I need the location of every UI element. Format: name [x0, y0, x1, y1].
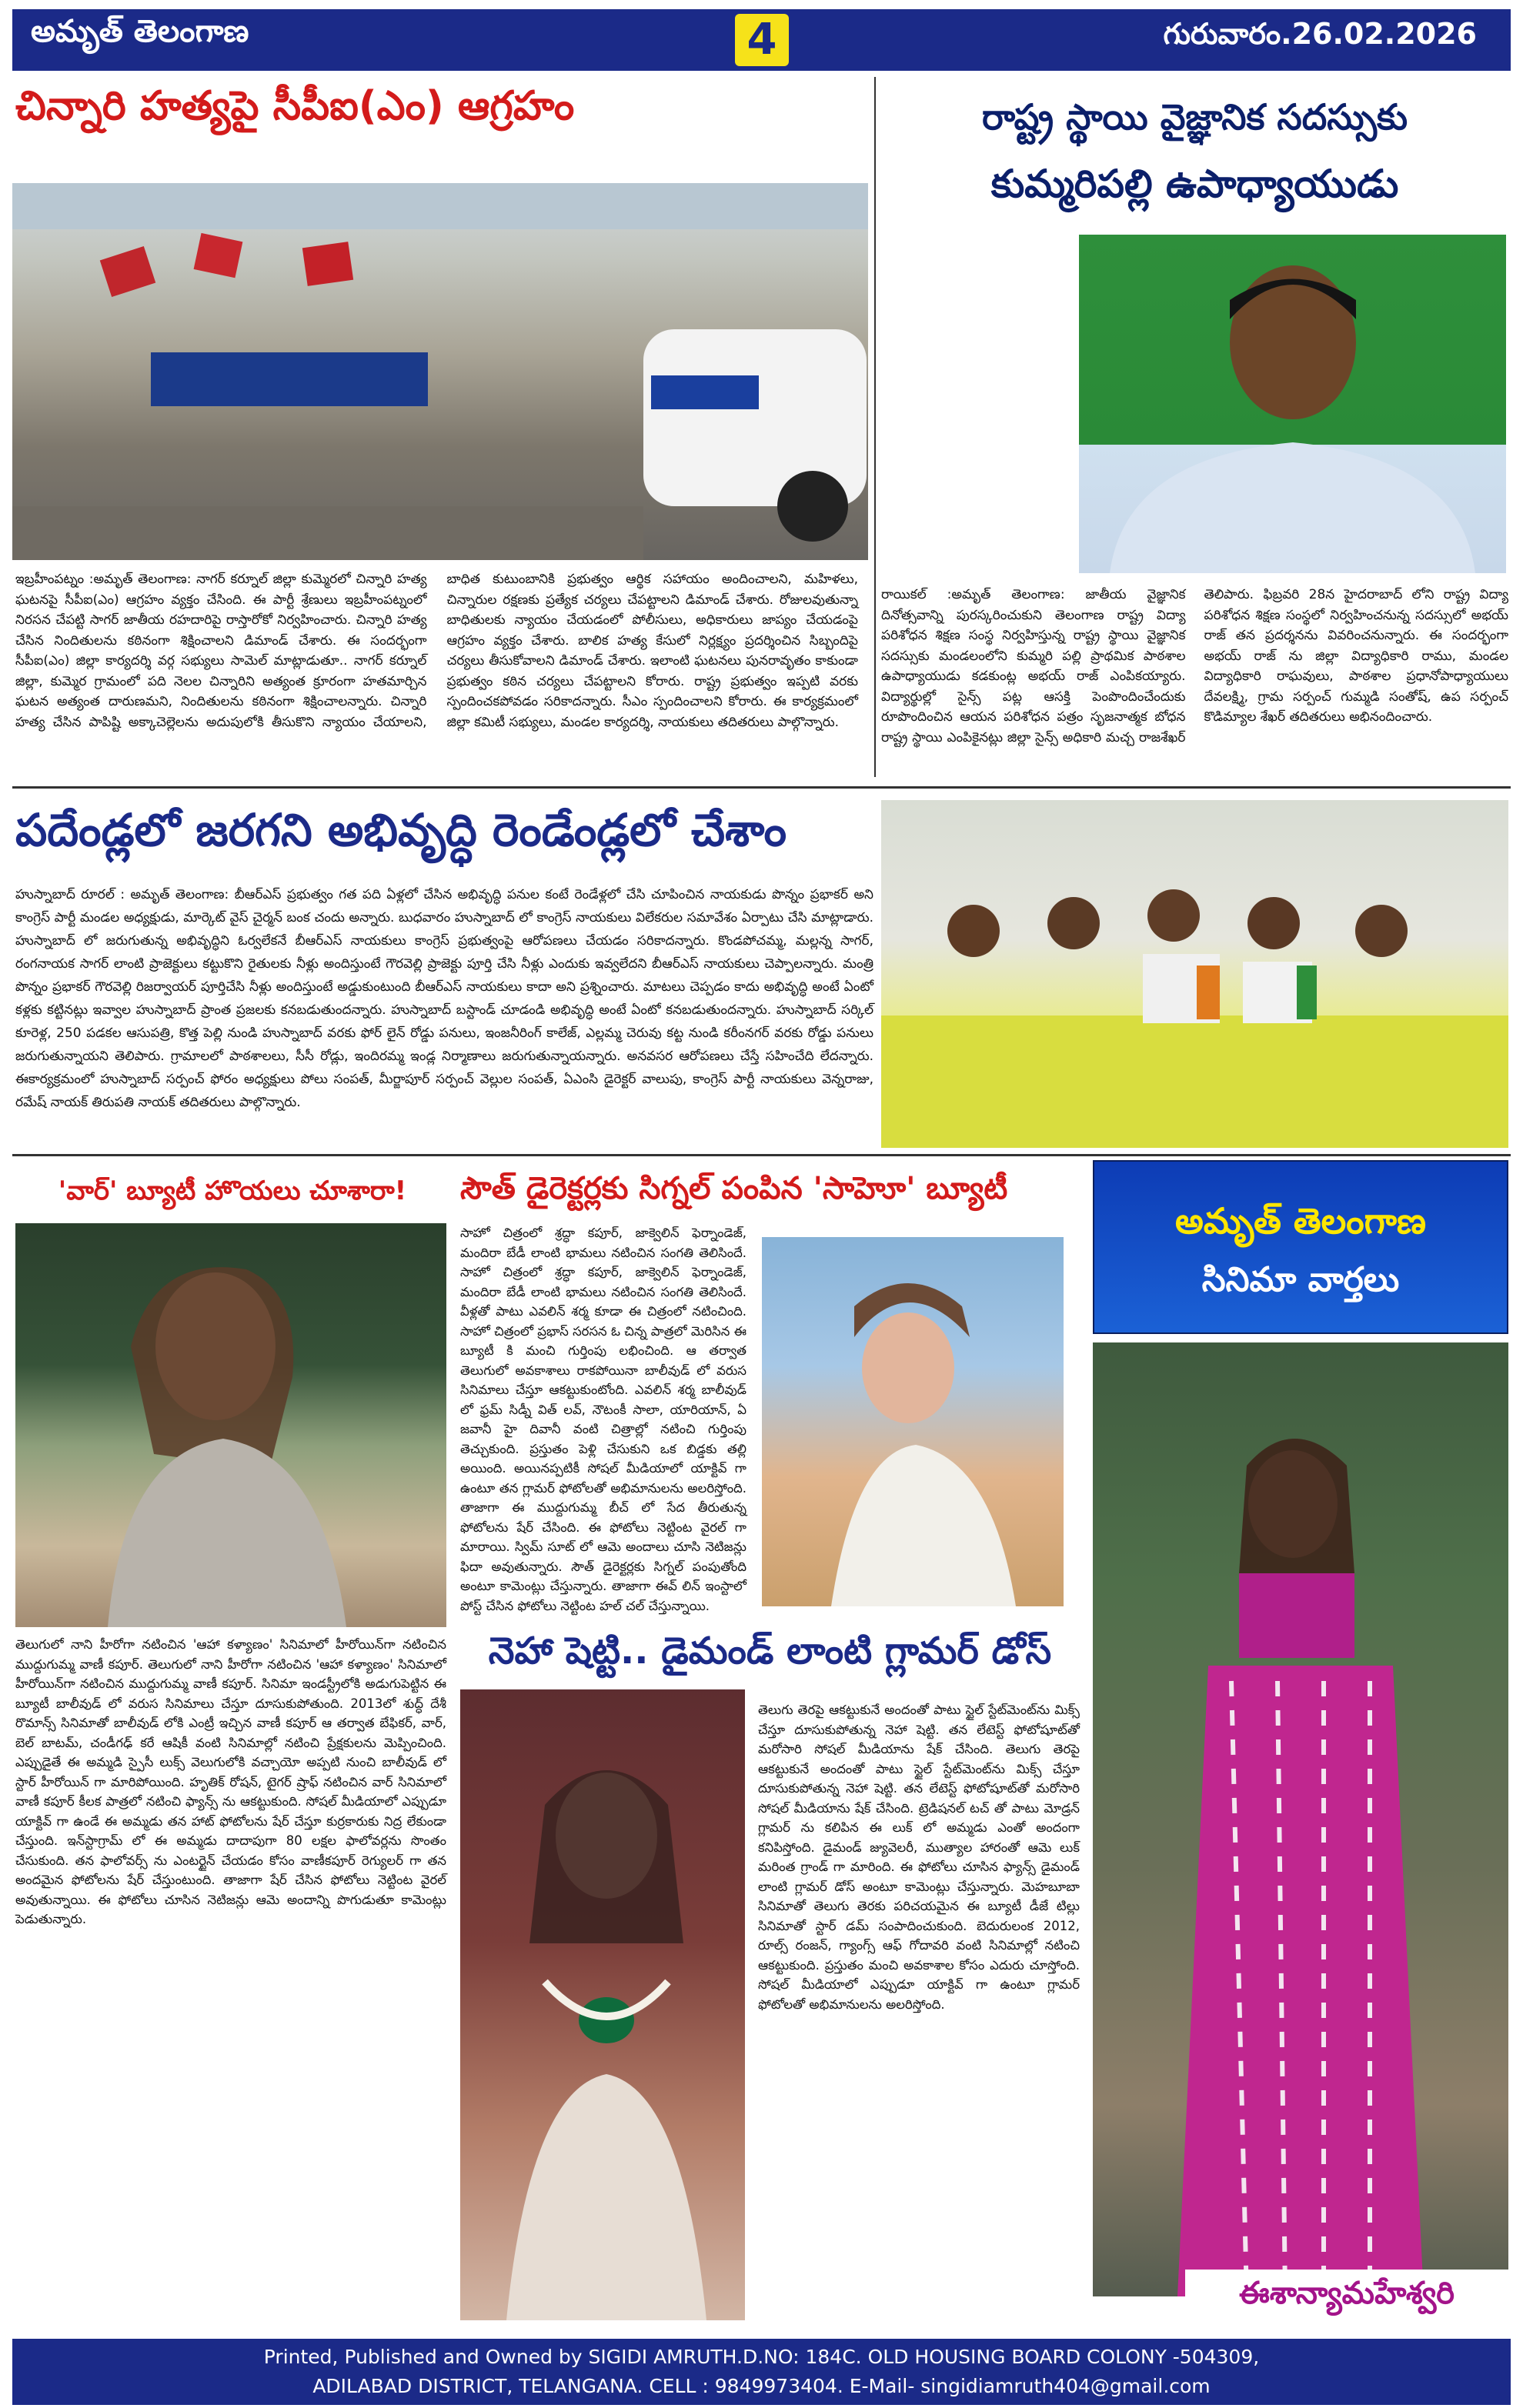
neha-headline: నెహా షెట్టి.. డైమండ్ లాంటి గ్లామర్ డోస్ — [488, 1629, 1052, 1673]
issue-date: గురువారం.26.02.2026 — [1163, 17, 1477, 51]
eesha-photo — [1093, 1342, 1508, 2296]
development-headline: పదేండ్లలో జరగని అభివృద్ధి రెండేండ్లలో చేశాం — [15, 804, 787, 856]
teacher-body: రాయికల్ :అమృత్ తెలంగాణ: జాతీయ వైజ్ఞానిక దినోత్సవాన్ని పురస్కరించుకుని తెలంగాణ రాష్ట్ర విద్యా పరిశోధన శిక్షణ సంస్థ నిర్వహిస్తున్న రాష్ట్ర స్థాయి వైజ్ఞానిక సదస్సుకు మండలంలోని కుమ్మరి పల్లి ప్రాథమిక పాఠశాల ఉపాధ్యాయుడు కడకుంట్ల అభయ్ రాజ్ ఎంపికయ్యారు. విద్యార్థుల్లో సైన్స్ పట్ల ఆసక్తి పెంపొందించేందుకు రూపొందించిన ఆయన పరిశోధన పత్రం సృజనాత్మక బోధన రాష్ట్ర స్థాయి ఎంపికైనట్లు జిల్లా సైన్స్ అధికారి మచ్చ రాజశేఖర్ తెలిపారు. ఫిబ్రవరి 28న హైదరాబాద్ లోని రాష్ట్ర విద్యా పరిశోధన శిక్షణ సంస్థలో నిర్వహించనున్న సదస్సులో అభయ్ రాజ్ తన ప్రదర్శనను వివరించనున్నారు. ఈ సందర్భంగా అభయ్ రాజ్ ను జిల్లా విద్యాధికారి రాము, మండల విద్యాధికారి రాఘవులు, పాఠశాల ప్రధానోపాధ్యాయులు దేవలక్ష్మి, గ్రామ సర్పంచ్ గుమ్మడి సంతోష్, ఉప సర్పంచ్ కొడిమ్యాల శేఖర్ తదితరులు అభినందించారు. — [881, 587, 1508, 745]
rally-photo — [12, 183, 868, 560]
cpim-body: ఇబ్రహీంపట్నం :అమృత్ తెలంగాణ: నాగర్ కర్నూల్ జిల్లా కుమ్మెరలో చిన్నారి హత్య ఘటనపై సీపీఐ(ఎం) ఆగ్రహం వ్యక్తం చేసింది. ఈ పార్టీ శ్రేణులు ఇబ్రహీంపట్నంలో నిరసన చేపట్టి సాగర్ జాతీయ రహదారిపై రాస్తారోకో నిర్వహించారు. చిన్నారి హత్య చేసిన నిందితులను కఠినంగా శిక్షించాలని డిమాండ్ చేశారు. ఈ సందర్భంగా సీపీఐ(ఎం) జిల్లా కార్యదర్శి వర్గ సభ్యులు సామెల్ మాట్లాడుతూ.. నాగర్ కర్నూల్ జిల్లా, కుమ్మెర గ్రామంలో పది నెలల చిన్నారిని అత్యంత క్రూరంగా హతమార్చిన ఘటన అత్యంత దారుణమని, నిందితులను కఠినంగా శిక్షించాలన్నారు. చిన్నారి హత్య చేసిన పాపిష్టి అక్కాచెల్లెలను అదుపులోకి తీసుకొని న్యాయం చేయాలని, బాధిత కుటుంబానికి ప్రభుత్వం ఆర్థిక సహాయం అందించాలని, మహిళలు, చిన్నారుల రక్షణకు ప్రత్యేక చర్యలు చేపట్టాలని డిమాండ్ చేశారు. రోజులవుతున్నా బాధితులకు న్యాయం చేయడంలో పోలీసులు, అధికారులు జాప్యం చేయడంపై ఆగ్రహం వ్యక్తం చేశారు. బాలిక హత్య కేసులో నిర్లక్ష్యం ప్రదర్శించిన సిబ్బందిపై చర్యలు తీసుకోవాలని డిమాండ్ చేశారు. ఇలాంటి ఘటనలు పునరావృతం కాకుండా ప్రభుత్వం కఠిన చర్యలు చేపట్టాలని కోరారు. రాష్ట్ర ప్రభుత్వం ఇప్పటి వరకు స్పందించకపోవడం సరికాదన్నారు. సీఎం స్పందించాలని కోరారు. ఈ కార్యక్రమంలో జిల్లా కమిటీ సభ్యులు, మండల కార్యదర్శి, నాయకులు తదితరులు పాల్గొన్నారు. — [15, 572, 858, 730]
press-meet-photo — [881, 800, 1508, 1148]
vaani-photo-illustration — [15, 1223, 446, 1627]
press-meet-illustration — [881, 800, 1508, 1148]
teacher-headline-line1: రాష్ట్ర స్థాయి వైజ్ఞానిక సదస్సుకు — [982, 96, 1408, 138]
photo-caption: ఈశాన్యామహేశ్వరి — [1185, 2270, 1508, 2317]
neha-body: తెలుగు తెరపై ఆకట్టుకునే అందంతో పాటు స్టైల్ స్టేట్‌మెంట్‌ను మిక్స్ చేస్తూ దూసుకుపోతున్న నెహా షెట్టి. తన లేటెస్ట్ ఫోటోషూట్‌తో మరోసారి సోషల్ మీడియాను షేక్ చేసింది. తెలుగు తెరపై ఆకట్టుకునే అందంతో పాటు స్టైల్ స్టేట్‌మెంట్‌ను మిక్స్ చేస్తూ దూసుకుపోతున్న నెహా షెట్టి. తన లేటెస్ట్ ఫోటోషూట్‌తో మరోసారి సోషల్ మీడియాను షేక్ చేసింది. ట్రెడిషనల్ టచ్ తో పాటు మోడ్రన్ గ్లామర్ ను కలిపిన ఈ లుక్ లో అమ్మడు ఎంతో అందంగా కనిపిస్తోంది. డైమండ్ జ్యువెలరీ, ముత్యాల హారంతో ఆమె లుక్ మరింత గ్రాండ్ గా మారింది. ఈ ఫోటోలు చూసిన ఫ్యాన్స్ డైమండ్ లాంటి గ్లామర్ డోస్ అంటూ కామెంట్లు చేస్తున్నారు. మెహబూబా సినిమాతో తెలుగు తెరకు పరిచయమైన ఈ బ్యూటీ డీజే టిల్లు సినిమాతో స్టార్ డమ్ సంపాదించుకుంది. బెదురులంక 2012, రూల్స్ రంజన్, గ్యాంగ్స్ ఆఫ్ గోదావరి వంటి సినిమాల్లో నటించి ఆకట్టుకుంది. ప్రస్తుతం మంచి అవకాశాల కోసం ఎదురు చూస్తోంది. సోషల్ మీడియాలో ఎప్పుడూ యాక్టివ్ గా ఉంటూ గ్లామర్ ఫోటోలతో అభిమానులను అలరిస్తోంది. — [758, 1703, 1080, 2012]
section-divider — [12, 786, 1511, 789]
banner-title: అమృత్ తెలంగాణ — [1175, 1200, 1426, 1242]
rally-photo-illustration — [12, 183, 868, 560]
teacher-portrait — [1079, 235, 1506, 573]
imprint-line-1: Printed, Published and Owned by SIGIDI AMRUTH.D.NO: 184C. OLD HOUSING BOARD COLONY -504309, — [263, 2346, 1260, 2368]
vaani-photo — [15, 1223, 446, 1627]
imprint-footer — [12, 2339, 1511, 2405]
neha-photo-illustration — [460, 1689, 745, 2320]
teacher-headline-line2: కుమ్మరిపల్లి ఉపాధ్యాయుడు — [990, 162, 1399, 206]
cpim-headline: చిన్నారి హత్యపై సీపీఐ(ఎం) ఆగ్రహం — [15, 83, 575, 129]
neha-photo — [460, 1689, 745, 2320]
saheba-body: సాహో చిత్రంలో శ్రద్ధా కపూర్, జాక్వెలిన్ ఫెర్నాండెజ్, మందిరా బేడీ లాంటి భామలు నటించిన సంగతి తెలిసిందే. సాహో చిత్రంలో శ్రద్ధా కపూర్, జాక్వెలిన్ ఫెర్నాండెజ్, మందిరా బేడీ లాంటి భామలు నటించిన సంగతి తెలిసిందే. వీళ్లతో పాటు ఎవలిన్ శర్మ కూడా ఈ చిత్రంలో నటించింది. సాహో చిత్రంలో ప్రభాస్ సరసన ఓ చిన్న పాత్రలో మెరిసిన ఈ బ్యూటీ కి మంచి గుర్తింపు లభించింది. ఆ తర్వాత తెలుగులో అవకాశాలు రాకపోయినా బాలీవుడ్ లో వరుస సినిమాలు చేస్తూ ఆకట్టుకుంటోంది. ఎవలిన్ శర్మ బాలీవుడ్ లో ఫ్రమ్ సిడ్నీ విత్ లవ్, నౌటంకీ సాలా, యారియాన్, ఏ జవానీ హై దివానీ వంటి చిత్రాల్లో నటించి గుర్తింపు తెచ్చుకుంది. ప్రస్తుతం పెళ్లి చేసుకుని ఒక బిడ్డకు తల్లి అయింది. అయినప్పటికీ సోషల్ మీడియాలో యాక్టివ్ గా ఉంటూ తన గ్లామర్ ఫోటోలతో అభిమానులను అలరిస్తోంది. తాజాగా ఈ ముద్దుగుమ్మ బీచ్ లో సేద తీరుతున్న ఫోటోలను షేర్ చేసింది. ఈ ఫోటోలు నెట్టింట వైరల్ గా మారాయి. స్విమ్ సూట్ లో ఆమె అందాలు చూసి నెటిజన్లు ఫిదా అవుతున్నారు. సౌత్ డైరెక్టర్లకు సిగ్నల్ పంపుతోంది అంటూ కామెంట్లు చేస్తున్నారు. తాజాగా ఈవ్ లిన్ ఇంస్టాలో పోస్ట్ చేసిన ఫోటోలు నెట్టింట హల్ చల్ చేస్తున్నాయి. — [460, 1226, 746, 1613]
saheba-beach-illustration — [762, 1237, 1064, 1606]
development-body: హుస్నాబాద్ రూరల్ : అమృత్ తెలంగాణ: బీఆర్ఎస్ ప్రభుత్వం గత పది ఏళ్లలో చేసిన అభివృద్ధి పనుల కంటే రెండేళ్లలో చేసి చూపించిన నాయకుడు పొన్నం ప్రభాకర్ అని కాంగ్రెస్ పార్టీ మండల అధ్యక్షుడు, మార్కెట్ వైస్ చైర్మన్ బంక చందు అన్నారు. బుధవారం హుస్నాబాద్ లో కాంగ్రెస్ నాయకులు విలేకరుల సమావేశం ఏర్పాటు చేసి మాట్లాడారు. హుస్నాబాద్ లో జరుగుతున్న అభివృద్ధిని ఓర్వలేకనే బీఆర్ఎస్ నాయకులు కాంగ్రెస్ ప్రభుత్వంపై ఆరోపణలు చేయడం సరికాదన్నారు. కొండపోచమ్మ, మల్లన్న సాగర్, రంగనాయక సాగర్ లాంటి ప్రాజెక్టులు కట్టుకొని రైతులకు నీళ్లు అందిస్తుంటే గౌరవెల్లి ప్రాజెక్టు పూర్తి చేసి నీళ్లు ఎందుకు ఇవ్వలేదని బీఆర్ఎస్ నాయకులు చెప్పాలన్నారు. మంత్రి పొన్నం ప్రభాకర్ గౌరవెల్లి రిజర్వాయర్ పూర్తిచేసి నీళ్లు అందిస్తుంటే అడ్డుకుంటుంది బీఆర్ఎస్ నాయకులు కాదా అని ప్రశ్నించారు. మాటలు చెప్పడం కాదు అభివృద్ధి అంటే ఏంటో కళ్లకు కట్టినట్లు ఇవ్వాల హుస్నాబాద్ ప్రాంత ప్రజలకు కనబడుతుందన్నారు. హుస్నాబాద్ బస్టాండ్ చూడండి అభివృద్ధి అంటే ఏంటో కనబడుతుందన్నారు. హుస్నాబాద్ సర్కిల్ కూరెళ్ల, 250 పడకల ఆసుపత్రి, కొత్త పెల్లి నుండి హుస్నాబాద్ వరకు ఫోర్ లైన్ రోడ్డు పనులు, ఇంజనీరింగ్ కాలేజ్, ఎల్లమ్మ చెరువు కట్ట నుండి కరీంనగర్ వరకు రోడ్డు పనులు జరుగుతున్నాయని తెలిపారు. గ్రామాలలో పాఠశాలలు, సీసీ రోడ్లు, ఇందిరమ్మ ఇండ్ల నిర్మాణాలు జరుగుతున్నాయన్నారు. అనవసర ఆరోపణలు చేస్తే సహించేది లేదన్నారు. ఈకార్యక్రమంలో హుస్నాబాద్ సర్పంచ్ ఫోరం అధ్యక్షులు పోలు సంపత్, మీర్జాపూర్ సర్పంచ్ వెల్లుల సంపత్, ఏఎంసి డైరెక్టర్ వాలుపు, కాంగ్రెస్ పార్టీ నాయకులు వెన్నరాజు, రమేష్ నాయక్ తిరుపతి నాయక్ తదితరులు పాల్గొన్నారు. — [15, 887, 873, 1110]
masthead-title: అమృత్ తెలంగాణ — [31, 14, 249, 49]
teacher-portrait-illustration — [1079, 235, 1506, 573]
banner-subtitle: సినిమా వార్తలు — [1201, 1260, 1400, 1299]
page-number: 4 — [735, 14, 789, 66]
imprint-line-2: ADILABAD DISTRICT, TELANGANA. CELL : 9849973404. E-Mail- singidiamruth404@gmail.com — [312, 2375, 1211, 2397]
saheba-headline: సౌత్ డైరెక్టర్లకు సిగ్నల్ పంపిన 'సాహెూ' బ్యూటీ — [460, 1171, 1008, 1206]
vaani-body: తెలుగులో నాని హీరోగా నటించిన 'ఆహా కళ్యాణం' సినిమాలో హీరోయిన్‌గా నటించిన ముద్దుగుమ్మ వాణీ కపూర్. తెలుగులో నాని హీరోగా నటించిన 'ఆహా కళ్యాణం' సినిమాలో హీరోయిన్‌గా నటించిన ముద్దుగుమ్మ వాణీ కపూర్. సినిమా ఇండస్ట్రీలోకి అడుగుపెట్టిన ఈ బ్యూటీ బాలీవుడ్ లో వరుస సినిమాలు చేస్తూ దూసుకుపోతుంది. 2013లో శుద్ధ్ దేశీ రొమాన్స్ సినిమాతో బాలీవుడ్ లోకి ఎంట్రీ ఇచ్చిన వాణీ కపూర్ ఆ తర్వాత బేఫికర్, వార్, బెల్ బాటమ్, చండీగఢ్ కరే ఆషికీ వంటి సినిమాల్లో నటించి ప్రేక్షకులను మెప్పించింది. ఎప్పుడైతే ఈ అమ్మడి స్పైసీ లుక్స్ వెలుగులోకి వచ్చాయో అప్పటి నుంచి బాలీవుడ్ లో స్టార్ హీరోయిన్ గా మారిపోయింది. హృతిక్ రోషన్, టైగర్ ష్రాఫ్ నటించిన వార్ సినిమాలో వాణీ కపూర్ కీలక పాత్రలో నటించి ఫ్యాన్స్ ను ఆకట్టుకుంది. సోషల్ మీడియాలో ఎప్పుడూ యాక్టివ్ గా ఉండే ఈ అమ్మడు తన హాట్ ఫోటోలను షేర్ చేస్తూ కుర్రకారుకు నిద్ర లేకుండా చేస్తుంది. ఇన్‌స్టాగ్రామ్ లో ఈ అమ్మడు దాదాపుగా 80 లక్షల ఫాలోవర్లను సొంతం చేసుకుంది. తన ఫాలోవర్స్ ను ఎంటర్టైన్ చేయడం కోసం వాణీకపూర్ రెగ్యులర్ గా తన అందమైన ఫోటోలను షేర్ చేస్తుంటుంది. తాజాగా షేర్ చేసిన ఫోటోలు నెట్టింట వైరల్ అవుతున్నాయి. ఈ ఫోటోలు చూసిన నెటిజన్లు ఆమె అందాన్ని పొగుడుతూ కామెంట్లు పెడుతున్నారు. — [15, 1637, 446, 1926]
column-divider — [874, 77, 876, 777]
section-divider-2 — [12, 1154, 1511, 1156]
vaani-headline: 'వార్' బ్యూటీ హొయలు చూశారా! — [58, 1176, 407, 1206]
eesha-photo-illustration — [1093, 1342, 1508, 2296]
saheba-beach-photo — [762, 1237, 1064, 1606]
